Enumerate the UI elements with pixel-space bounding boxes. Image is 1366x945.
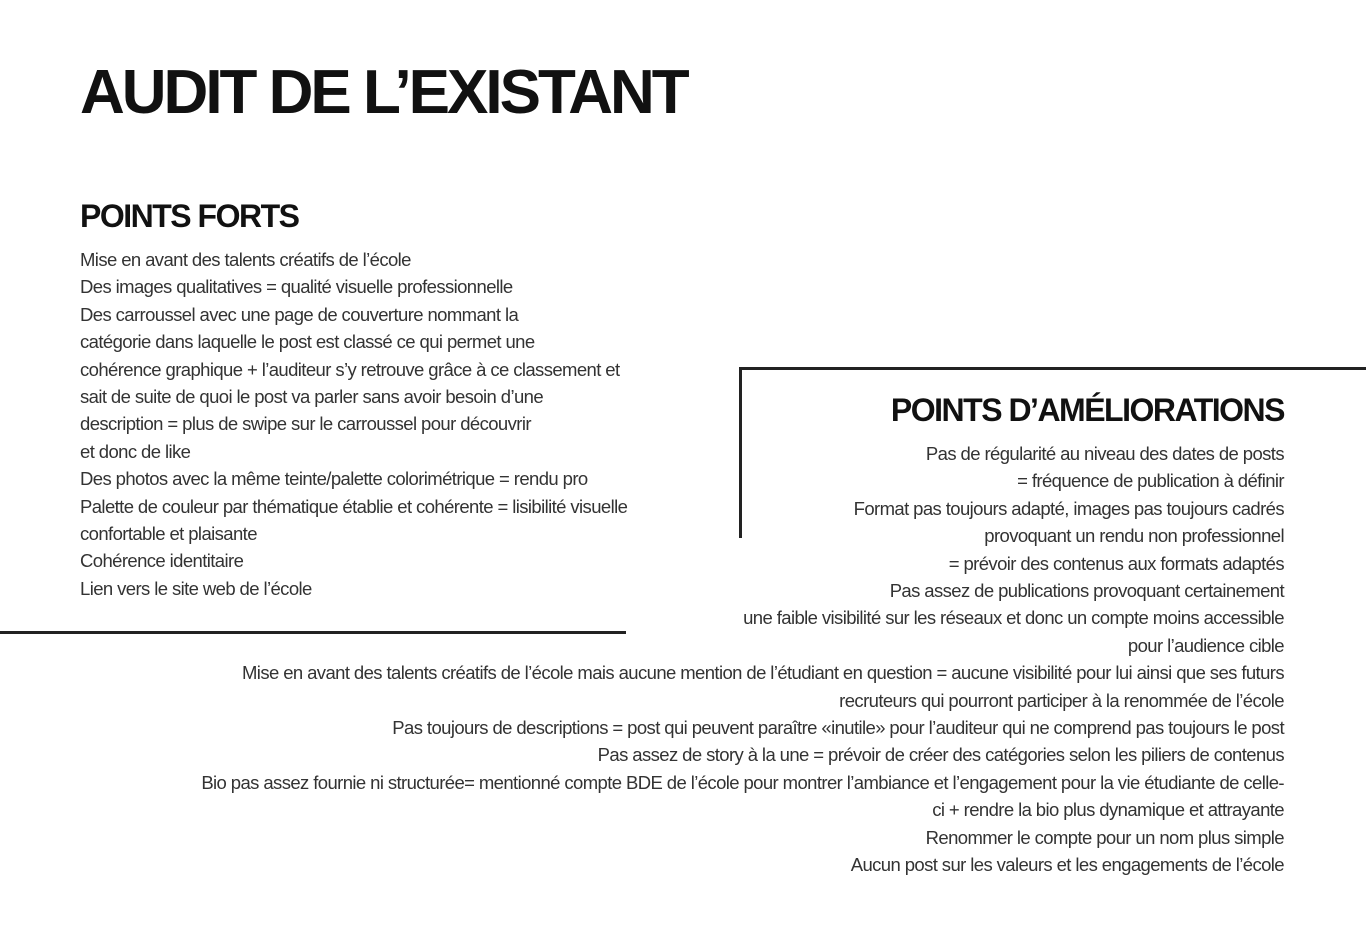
- list-item: recruteurs qui pourront participer à la renommée de l’école: [839, 689, 1284, 711]
- list-item: Renommer le compte pour un nom plus simple: [925, 826, 1284, 848]
- list-item: pour l’audience cible: [1127, 634, 1284, 656]
- points-forts-heading: POINTS FORTS: [80, 198, 299, 234]
- list-item: Bio pas assez fournie ni structurée= mentionné compte BDE de l’école pour montrer l’ambiance et l’engagement pour la vie étudiante de celle-: [201, 771, 1284, 793]
- list-item: Des photos avec la même teinte/palette colorimétrique = rendu pro: [80, 468, 588, 490]
- list-item: Format pas toujours adapté, images pas toujours cadrés: [853, 497, 1284, 519]
- list-item: Pas toujours de descriptions = post qui peuvent paraître «inutile» pour l’auditeur qui ne comprend pas toujours le post: [392, 717, 1284, 739]
- list-item: Mise en avant des talents créatifs de l’école: [80, 249, 411, 270]
- list-item: confortable et plaisante: [80, 523, 257, 545]
- list-item: = prévoir des contenus aux formats adaptés: [948, 552, 1284, 574]
- list-item: description = plus de swipe sur le carroussel pour découvrir: [80, 413, 531, 435]
- list-item: Pas assez de story à la une = prévoir de créer des catégories selon les piliers de contenus: [597, 744, 1284, 766]
- list-item: = fréquence de publication à définir: [1017, 470, 1284, 492]
- list-item: Lien vers le site web de l’école: [80, 577, 312, 599]
- list-item: Des images qualitatives = qualité visuelle professionnelle: [80, 276, 513, 298]
- list-item: Palette de couleur par thématique établie et cohérente = lisibilité visuelle: [80, 495, 628, 517]
- list-item: Aucun post sur les valeurs et les engagements de l’école: [850, 854, 1284, 876]
- list-item: provoquant un rendu non professionnel: [984, 525, 1284, 547]
- list-item: sait de suite de quoi le post va parler sans avoir besoin d’une: [80, 386, 544, 408]
- list-item: Des carroussel avec une page de couverture nommant la: [80, 303, 519, 325]
- list-item: Cohérence identitaire: [80, 550, 244, 572]
- points-ameliorations-list: [0, 440, 1284, 879]
- points-ameliorations-heading: POINTS D’AMÉLIORATIONS: [890, 392, 1284, 428]
- list-item: cohérence graphique + l’auditeur s’y retrouve grâce à ce classement et: [80, 358, 620, 380]
- list-item: et donc de like: [80, 440, 191, 462]
- list-item: Pas de régularité au niveau des dates de posts: [925, 443, 1284, 464]
- list-item: Pas assez de publications provoquant certainement: [889, 580, 1284, 602]
- list-item: une faible visibilité sur les réseaux et donc un compte moins accessible: [743, 607, 1284, 629]
- ameliorations-frame-top-line: [739, 367, 1366, 370]
- list-item: catégorie dans laquelle le post est classé ce qui permet une: [80, 331, 535, 353]
- list-item: ci + rendre la bio plus dynamique et attrayante: [932, 799, 1284, 821]
- page-title: AUDIT DE L’EXISTANT: [80, 58, 687, 127]
- list-item: Mise en avant des talents créatifs de l’école mais aucune mention de l’étudiant en question = aucune visibilité pour lui ainsi que ses futurs: [242, 662, 1284, 684]
